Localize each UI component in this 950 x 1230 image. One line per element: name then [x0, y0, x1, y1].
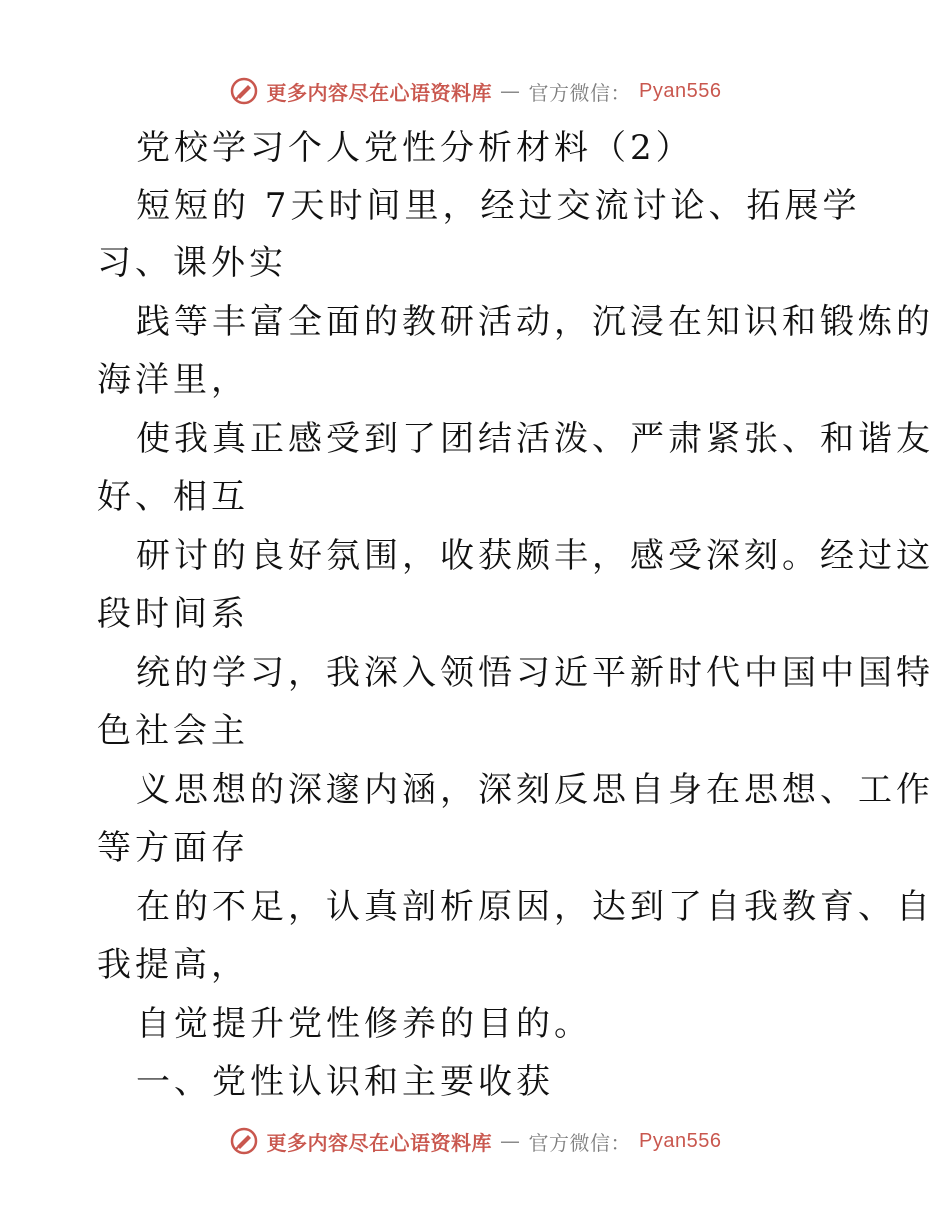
- paragraph-line: 好、相互: [97, 477, 249, 517]
- paragraph-line: 段时间系: [97, 594, 249, 634]
- banner-separator: —: [500, 1129, 521, 1153]
- section-heading: 一、党性认识和主要收获: [136, 1062, 554, 1102]
- paragraph-line: 色社会主: [97, 711, 249, 751]
- paragraph-line: 短短的 7天时间里，经过交流讨论、拓展学: [136, 186, 861, 226]
- paragraph-line: 自觉提升党性修养的目的。: [136, 1004, 592, 1044]
- document-title: 党校学习个人党性分析材料（2）: [136, 128, 694, 168]
- paragraph-line: 海洋里，: [97, 360, 249, 400]
- paragraph-line: 在的不足，认真剖析原因，达到了自我教育、自: [136, 887, 934, 927]
- paragraph-line: 践等丰富全面的教研活动，沉浸在知识和锻炼的: [136, 302, 934, 342]
- paragraph-line: 研讨的良好氛围，收获颇丰，感受深刻。经过这: [136, 536, 934, 576]
- banner-wechat-label: 官方微信：: [528, 1130, 632, 1155]
- brand-logo-icon: [229, 1126, 259, 1156]
- banner-slogan: 更多内容尽在心语资料库: [266, 1130, 493, 1155]
- paragraph-line: 使我真正感受到了团结活泼、严肃紧张、和谐友: [136, 419, 934, 459]
- paragraph-line: 习、课外实: [97, 243, 287, 283]
- banner-slogan: 更多内容尽在心语资料库: [266, 80, 493, 105]
- paragraph-line: 我提高，: [97, 945, 249, 985]
- paragraph-line: 义思想的深邃内涵，深刻反思自身在思想、工作: [136, 770, 934, 810]
- banner-wechat-id: Pyan556: [639, 79, 722, 102]
- paragraph-line: 等方面存: [97, 828, 249, 868]
- footer-banner: [0, 1121, 950, 1161]
- banner-separator: —: [500, 79, 521, 103]
- banner-wechat-label: 官方微信：: [528, 80, 632, 105]
- banner-wechat-id: Pyan556: [639, 1129, 722, 1152]
- paragraph-line: 统的学习，我深入领悟习近平新时代中国中国特: [136, 653, 934, 693]
